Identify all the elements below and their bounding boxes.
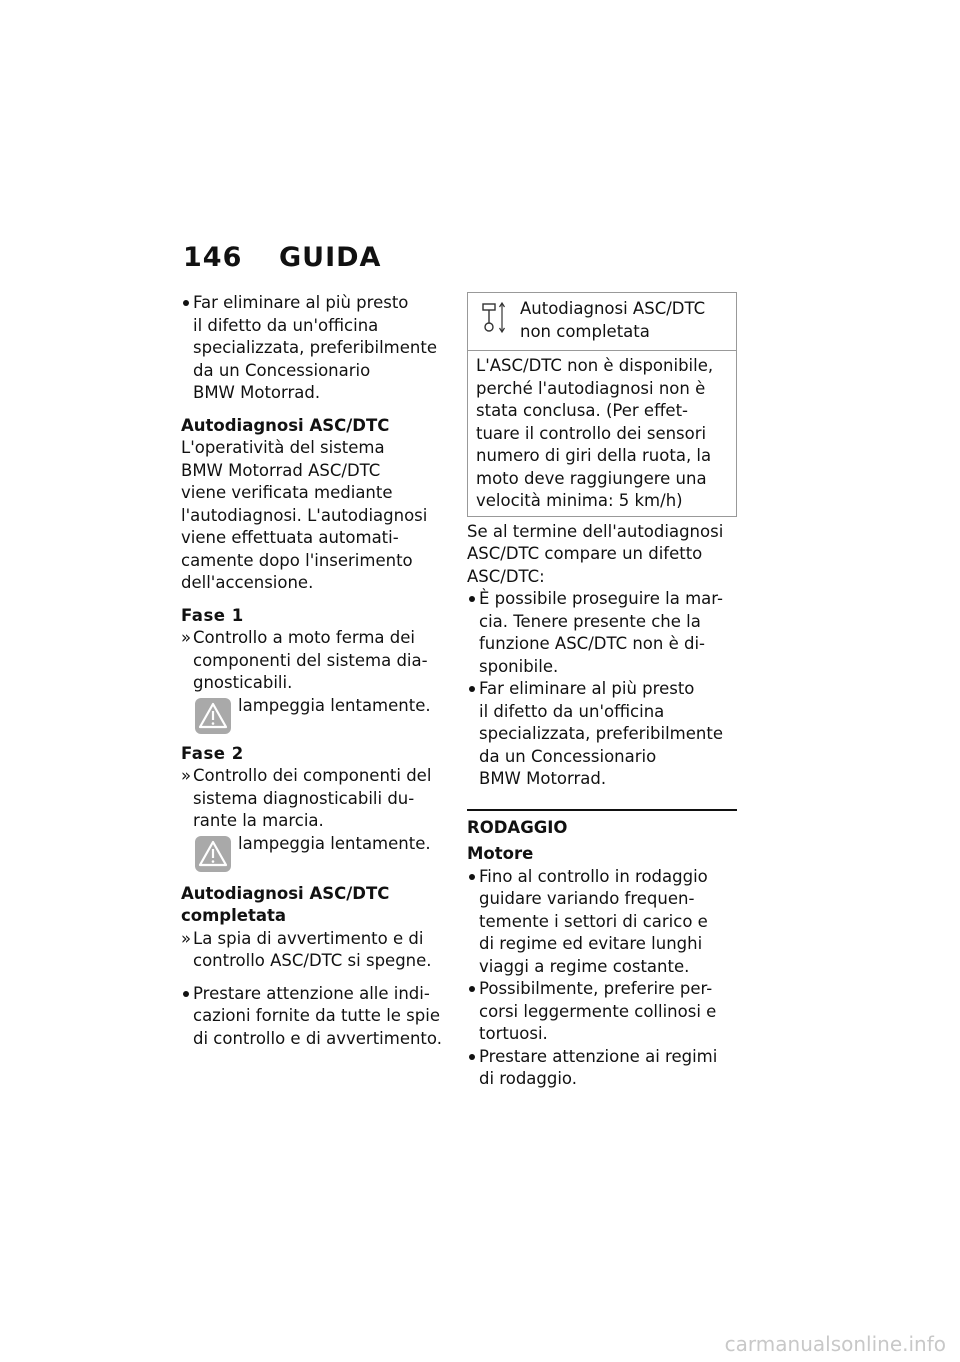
text-line: non completata bbox=[520, 321, 650, 341]
text-line: ASC/DTC: bbox=[467, 566, 545, 586]
text-line: viene verificata mediante bbox=[181, 483, 393, 502]
text-line: specializzata, preferibilmente bbox=[479, 724, 723, 743]
paragraph bbox=[467, 521, 737, 589]
text-line: viene effettuata automati- bbox=[181, 528, 399, 547]
text-line: gnosticabili. bbox=[193, 673, 293, 692]
step-arrow-icon: » bbox=[181, 928, 192, 948]
warning-triangle-icon bbox=[195, 698, 231, 734]
right-column bbox=[467, 292, 737, 1091]
text-line: temente i settori di carico e bbox=[479, 911, 708, 931]
fase-heading: Fase 1 bbox=[181, 605, 244, 625]
text-line: Prestare attenzione alle indi- bbox=[193, 983, 430, 1003]
text-line: L'ASC/DTC non è disponibile, bbox=[476, 356, 714, 375]
heading-line: Autodiagnosi ASC/DTC bbox=[181, 883, 390, 903]
text-line: componenti del sistema dia- bbox=[193, 650, 428, 670]
text-line: di controllo e di avvertimento. bbox=[193, 1028, 442, 1048]
section-title: RODAGGIO bbox=[467, 817, 568, 837]
section-divider bbox=[467, 809, 737, 811]
text-line: Controllo dei componenti del bbox=[193, 766, 432, 785]
text-line: camente dopo l'inserimento bbox=[181, 550, 413, 570]
bullet-item bbox=[467, 978, 737, 1046]
left-column bbox=[181, 292, 447, 1050]
text-line: BMW Motorrad. bbox=[479, 769, 607, 788]
page-title: GUIDA bbox=[279, 242, 382, 273]
warning-text: lampeggia lentamente. bbox=[238, 833, 431, 853]
text-line: da un Concessionario bbox=[479, 746, 657, 766]
text-line: Fino al controllo in rodaggio bbox=[479, 866, 708, 886]
text-line: BMW Motorrad ASC/DTC bbox=[181, 460, 381, 480]
text-line: L'operatività del sistema bbox=[181, 438, 385, 457]
text-line: numero di giri della ruota, la bbox=[476, 446, 712, 465]
text-line: BMW Motorrad. bbox=[193, 383, 321, 402]
text-line: dell'accensione. bbox=[181, 573, 314, 592]
text-line: velocità minima: 5 km/h) bbox=[476, 491, 683, 510]
step-item bbox=[181, 765, 447, 873]
page-number: 146 bbox=[183, 242, 243, 273]
text-line: l'autodiagnosi. L'autodiagnosi bbox=[181, 505, 428, 525]
step-item bbox=[181, 928, 447, 973]
text-line: La spia di avvertimento e di bbox=[193, 928, 424, 948]
text-line: corsi leggermente collinosi e bbox=[479, 1001, 717, 1021]
text-line: il difetto da un'officina bbox=[193, 315, 379, 335]
text-line: ASC/DTC compare un difetto bbox=[467, 544, 703, 563]
text-line: Far eliminare al più presto bbox=[479, 679, 695, 698]
text-line: moto deve raggiungere una bbox=[476, 468, 707, 488]
heading-line: completata bbox=[181, 906, 287, 925]
text-line: di rodaggio. bbox=[479, 1069, 577, 1088]
paragraph bbox=[181, 437, 447, 595]
text-line: controllo ASC/DTC si spegne. bbox=[193, 951, 432, 970]
info-box-body bbox=[468, 351, 736, 516]
info-box-header bbox=[468, 293, 736, 351]
text-line: stata conclusa. (Per effet- bbox=[476, 401, 689, 420]
text-line: il difetto da un'officina bbox=[479, 701, 665, 721]
section-heading bbox=[181, 883, 447, 928]
bullet-item bbox=[181, 292, 447, 405]
text-line: di regime ed evitare lunghi bbox=[479, 934, 703, 953]
engine-icon bbox=[480, 301, 506, 342]
text-line: tuare il controllo dei sensori bbox=[476, 423, 707, 443]
warning-text: lampeggia lentamente. bbox=[238, 695, 431, 715]
text-line: Far eliminare al più presto bbox=[193, 293, 409, 312]
bullet-item bbox=[467, 588, 737, 678]
text-line: È possibile proseguire la mar- bbox=[479, 589, 723, 608]
warning-triangle-icon bbox=[195, 836, 231, 872]
info-box bbox=[467, 292, 737, 517]
text-line: cazioni fornite da tutte le spie bbox=[193, 1006, 440, 1025]
step-arrow-icon: » bbox=[181, 766, 192, 785]
watermark: carmanualsonline.info bbox=[724, 1332, 946, 1356]
bullet-item bbox=[467, 1046, 737, 1091]
bullet-item bbox=[467, 866, 737, 979]
text-line: Se al termine dell'autodiagnosi bbox=[467, 521, 724, 541]
fase-heading: Fase 2 bbox=[181, 743, 244, 763]
text-line: guidare variando frequen- bbox=[479, 889, 695, 908]
text-line: Controllo a moto ferma dei bbox=[193, 628, 415, 647]
text-line: sistema diagnosticabili du- bbox=[193, 788, 415, 808]
text-line: perché l'autodiagnosi non è bbox=[476, 378, 706, 398]
text-line: viaggi a regime costante. bbox=[479, 956, 690, 976]
text-line: da un Concessionario bbox=[193, 360, 371, 380]
text-line: specializzata, preferibilmente bbox=[193, 338, 437, 357]
bullet-item bbox=[467, 678, 737, 791]
bullet-item bbox=[181, 983, 447, 1051]
page-header bbox=[183, 242, 381, 273]
subsection-heading: Motore bbox=[467, 844, 534, 863]
text-line: Autodiagnosi ASC/DTC bbox=[520, 299, 706, 318]
text-line: tortuosi. bbox=[479, 1024, 548, 1043]
step-arrow-icon: » bbox=[181, 628, 192, 647]
text-line: cia. Tenere presente che la bbox=[479, 611, 701, 631]
text-line: sponibile. bbox=[479, 656, 559, 676]
text-line: Possibilmente, preferire per- bbox=[479, 979, 713, 998]
warning-row bbox=[193, 695, 447, 735]
section-heading: Autodiagnosi ASC/DTC bbox=[181, 415, 390, 435]
text-line: Prestare attenzione ai regimi bbox=[479, 1046, 718, 1066]
text-line: rante la marcia. bbox=[193, 811, 324, 830]
warning-row bbox=[193, 833, 447, 873]
text-line: funzione ASC/DTC non è di- bbox=[479, 634, 706, 653]
step-item bbox=[181, 627, 447, 735]
